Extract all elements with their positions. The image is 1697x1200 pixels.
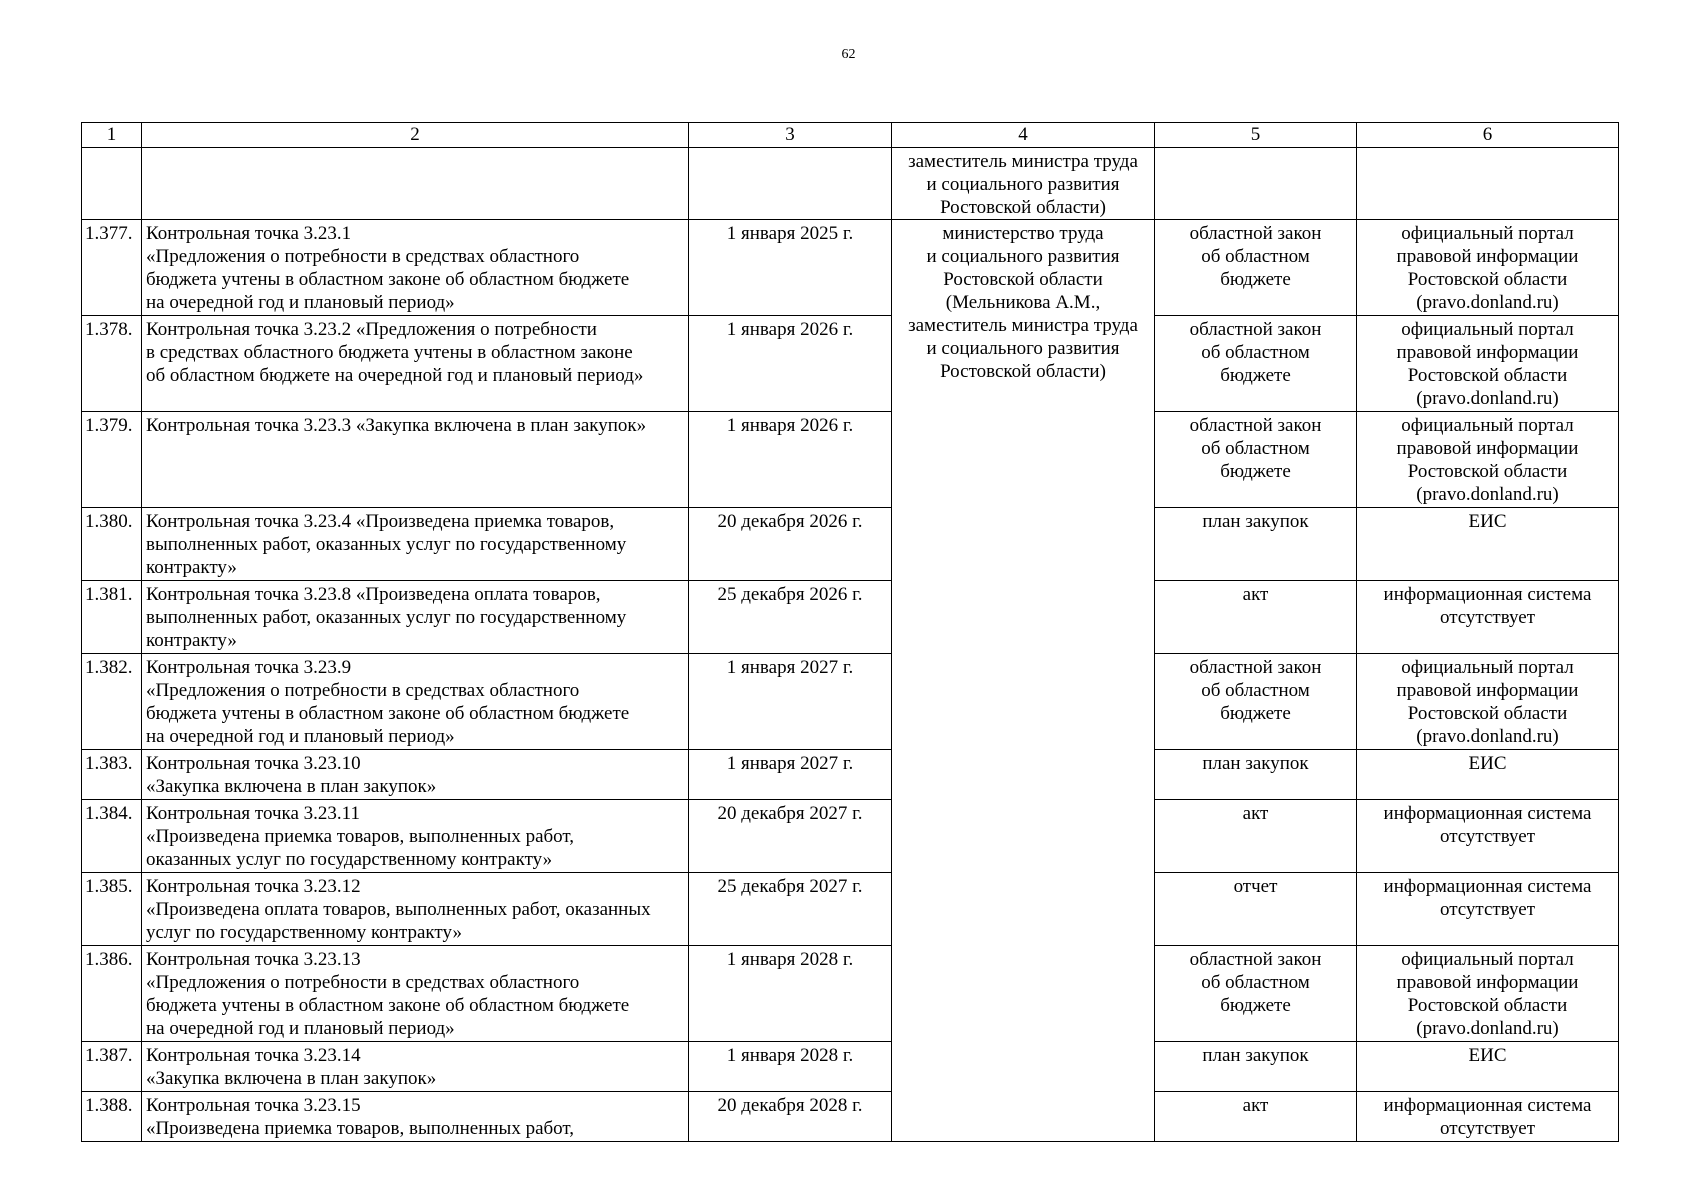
control-points-table xyxy=(81,122,1619,1142)
row-number-cell: 1.386. xyxy=(82,946,142,1042)
table-row xyxy=(82,1092,1619,1142)
table-header-row xyxy=(82,123,1619,148)
document-cell: план закупок xyxy=(1155,508,1357,581)
row-number-cell: 1.388. xyxy=(82,1092,142,1142)
table-row xyxy=(82,508,1619,581)
document-cell: областной закон об областном бюджете xyxy=(1155,946,1357,1042)
system-cell: официальный портал правовой информации Ростовской области (pravo.donland.ru) xyxy=(1357,412,1619,508)
table-row xyxy=(82,800,1619,873)
date-cell: 1 января 2025 г. xyxy=(689,220,892,316)
column-header: 4 xyxy=(892,123,1155,148)
description-cell: Контрольная точка 3.23.2 «Предложения о потребности в средствах областного бюджета учтены в областном законе об областном бюджете на очередной год и плановый период» xyxy=(142,316,689,412)
document-cell: областной закон об областном бюджете xyxy=(1155,412,1357,508)
date-cell xyxy=(689,148,892,220)
description-cell: Контрольная точка 3.23.4 «Произведена приемка товаров, выполненных работ, оказанных услуг по государственному контракту» xyxy=(142,508,689,581)
document-cell: план закупок xyxy=(1155,1042,1357,1092)
table-row xyxy=(82,750,1619,800)
responsible-cell: министерство труда и социального развития Ростовской области (Мельникова А.М., заместитель министра труда и социального развития Ростовской области) xyxy=(892,220,1155,1142)
system-cell xyxy=(1357,148,1619,220)
row-number-cell: 1.384. xyxy=(82,800,142,873)
row-number-cell: 1.380. xyxy=(82,508,142,581)
date-cell: 1 января 2027 г. xyxy=(689,750,892,800)
system-cell: официальный портал правовой информации Ростовской области (pravo.donland.ru) xyxy=(1357,946,1619,1042)
responsible-cell: заместитель министра труда и социального развития Ростовской области) xyxy=(892,148,1155,220)
row-number-cell xyxy=(82,148,142,220)
date-cell: 1 января 2026 г. xyxy=(689,412,892,508)
column-header: 1 xyxy=(82,123,142,148)
system-cell: ЕИС xyxy=(1357,750,1619,800)
description-cell: Контрольная точка 3.23.14 «Закупка включена в план закупок» xyxy=(142,1042,689,1092)
document-cell: план закупок xyxy=(1155,750,1357,800)
column-header: 2 xyxy=(142,123,689,148)
date-cell: 25 декабря 2027 г. xyxy=(689,873,892,946)
date-cell: 1 января 2028 г. xyxy=(689,946,892,1042)
system-cell: официальный портал правовой информации Ростовской области (pravo.donland.ru) xyxy=(1357,316,1619,412)
table-row xyxy=(82,412,1619,508)
system-cell: ЕИС xyxy=(1357,508,1619,581)
document-cell: отчет xyxy=(1155,873,1357,946)
description-cell: Контрольная точка 3.23.12 «Произведена оплата товаров, выполненных работ, оказанных услуг по государственному контракту» xyxy=(142,873,689,946)
document-cell: областной закон об областном бюджете xyxy=(1155,220,1357,316)
date-cell: 20 декабря 2028 г. xyxy=(689,1092,892,1142)
row-number-cell: 1.381. xyxy=(82,581,142,654)
row-number-cell: 1.382. xyxy=(82,654,142,750)
system-cell: информационная система отсутствует xyxy=(1357,800,1619,873)
date-cell: 20 декабря 2026 г. xyxy=(689,508,892,581)
document-cell: акт xyxy=(1155,581,1357,654)
system-cell: информационная система отсутствует xyxy=(1357,873,1619,946)
carryover-row xyxy=(82,148,1619,220)
table-row xyxy=(82,316,1619,412)
row-number-cell: 1.385. xyxy=(82,873,142,946)
table-row xyxy=(82,220,1619,316)
date-cell: 1 января 2028 г. xyxy=(689,1042,892,1092)
column-header: 5 xyxy=(1155,123,1357,148)
document-cell: акт xyxy=(1155,1092,1357,1142)
document-cell xyxy=(1155,148,1357,220)
system-cell: официальный портал правовой информации Ростовской области (pravo.donland.ru) xyxy=(1357,654,1619,750)
document-cell: областной закон об областном бюджете xyxy=(1155,654,1357,750)
table-row xyxy=(82,946,1619,1042)
system-cell: ЕИС xyxy=(1357,1042,1619,1092)
column-header: 3 xyxy=(689,123,892,148)
description-cell: Контрольная точка 3.23.15 «Произведена приемка товаров, выполненных работ, xyxy=(142,1092,689,1142)
row-number-cell: 1.379. xyxy=(82,412,142,508)
description-cell: Контрольная точка 3.23.3 «Закупка включена в план закупок» xyxy=(142,412,689,508)
table-row xyxy=(82,654,1619,750)
row-number-cell: 1.378. xyxy=(82,316,142,412)
row-number-cell: 1.383. xyxy=(82,750,142,800)
table-row xyxy=(82,1042,1619,1092)
date-cell: 1 января 2026 г. xyxy=(689,316,892,412)
description-cell: Контрольная точка 3.23.10 «Закупка включена в план закупок» xyxy=(142,750,689,800)
row-number-cell: 1.387. xyxy=(82,1042,142,1092)
document-cell: акт xyxy=(1155,800,1357,873)
system-cell: информационная система отсутствует xyxy=(1357,1092,1619,1142)
column-header: 6 xyxy=(1357,123,1619,148)
table-row xyxy=(82,873,1619,946)
description-cell xyxy=(142,148,689,220)
description-cell: Контрольная точка 3.23.11 «Произведена приемка товаров, выполненных работ, оказанных услуг по государственному контракту» xyxy=(142,800,689,873)
date-cell: 1 января 2027 г. xyxy=(689,654,892,750)
system-cell: информационная система отсутствует xyxy=(1357,581,1619,654)
description-cell: Контрольная точка 3.23.1 «Предложения о потребности в средствах областного бюджета учтены в областном законе об областном бюджете на очередной год и плановый период» xyxy=(142,220,689,316)
page-number: 62 xyxy=(841,47,856,62)
row-number-cell: 1.377. xyxy=(82,220,142,316)
system-cell: официальный портал правовой информации Ростовской области (pravo.donland.ru) xyxy=(1357,220,1619,316)
date-cell: 25 декабря 2026 г. xyxy=(689,581,892,654)
document-cell: областной закон об областном бюджете xyxy=(1155,316,1357,412)
date-cell: 20 декабря 2027 г. xyxy=(689,800,892,873)
table-row xyxy=(82,581,1619,654)
description-cell: Контрольная точка 3.23.13 «Предложения о потребности в средствах областного бюджета учтены в областном законе об областном бюджете на очередной год и плановый период» xyxy=(142,946,689,1042)
description-cell: Контрольная точка 3.23.9 «Предложения о потребности в средствах областного бюджета учтены в областном законе об областном бюджете на очередной год и плановый период» xyxy=(142,654,689,750)
description-cell: Контрольная точка 3.23.8 «Произведена оплата товаров, выполненных работ, оказанных услуг по государственному контракту» xyxy=(142,581,689,654)
